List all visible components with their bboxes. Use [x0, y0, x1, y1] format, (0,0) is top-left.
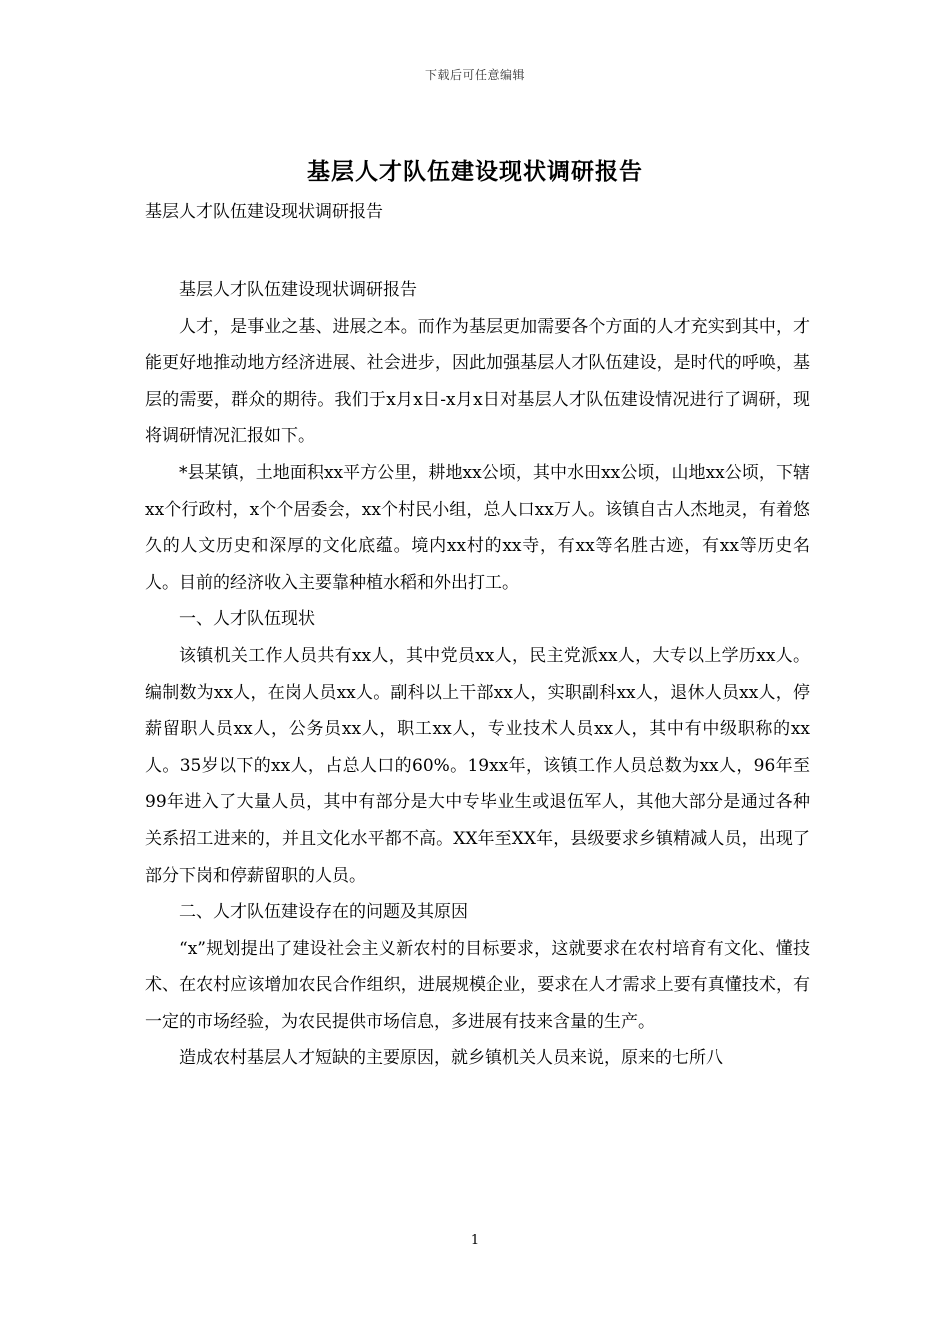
- paragraph-heading: 基层人才队伍建设现状调研报告: [179, 280, 417, 300]
- paragraph-town-overview: *县某镇，土地面积xx平方公里，耕地xx公顷，其中水田xx公顷，山地xx公顷，下辖xx个行政村，x个个居委会，xx个村民小组，总人口xx万人。该镇自古人杰地灵，有着悠久的人文历史和深厚的文化底蕴。境内xx村的xx寺，有xx等名胜古迹，有xx等历史名人。目前的经济收入主要靠种植水稻和外出打工。: [145, 462, 810, 593]
- page-number: 1: [470, 1233, 480, 1248]
- section-heading-status: 一、人才队伍现状: [179, 609, 315, 630]
- paragraph-intro: 人才，是事业之基、进展之本。而作为基层更加需要各个方面的人才充实到其中，才能更好地推动地方经济进展、社会进步，因此加强基层人才队伍建设，是时代的呼唤，基层的需要，群众的期待。我们于x月x日-x月x日对基层人才队伍建设情况进行了调研，现将调研情况汇报如下。: [145, 316, 810, 447]
- section-heading-problems: 二、人才队伍建设存在的问题及其原因: [179, 902, 468, 923]
- header-note: 下载后可任意编辑: [424, 68, 525, 82]
- paragraph-staff-status: 该镇机关工作人员共有xx人，其中党员xx人，民主党派xx人，大专以上学历xx人。编制数为xx人，在岗人员xx人。副科以上干部xx人，实职副科xx人，退休人员xx人，停薪留职人员xx人，公务员xx人，职工xx人，专业技术人员xx人，其中有中级职称的xx人。35岁以下的xx人，占总人口的60%。19xx年，该镇工作人员总数为xx人，96年至99年进入了大量人员，其中有部分是大中专毕业生或退伍军人，其他大部分是通过各种关系招工进来的，并且文化水平都不高。XX年至XX年，县级要求乡镇精减人员，出现了部分下岗和停薪留职的人员。: [145, 645, 810, 886]
- document-body: [145, 272, 810, 1077]
- document-subtitle: 基层人才队伍建设现状调研报告: [145, 202, 383, 222]
- paragraph-plan-requirements: “x”规划提出了建设社会主义新农村的目标要求，这就要求在农村培育有文化、懂技术、在农村应该增加农民合作组织，进展规模企业，要求在人才需求上要有真懂技术，有一定的市场经验，为农民提供市场信息，多进展有技来含量的生产。: [145, 938, 810, 1032]
- document-title: 基层人才队伍建设现状调研报告: [307, 158, 643, 185]
- paragraph-causes: 造成农村基层人才短缺的主要原因，就乡镇机关人员来说，原来的七所八: [179, 1048, 723, 1069]
